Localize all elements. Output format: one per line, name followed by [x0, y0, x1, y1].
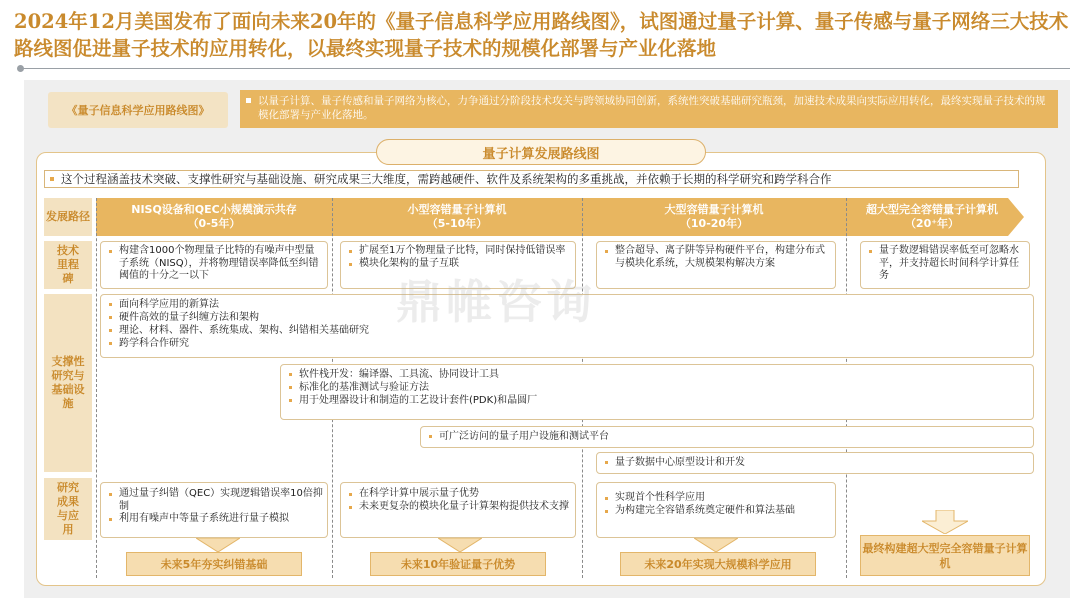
headline-rule	[20, 68, 1070, 69]
milestone-card-4	[860, 241, 1030, 289]
list-item: 整合超导、离子阱等异构硬件平台，构建分布式与模块化系统，大规模架构解决方案	[603, 245, 831, 270]
list-item: 未来更复杂的模块化量子计算架构提供技术支撑	[347, 501, 571, 514]
list-item: 标准化的基准测试与验证方法	[287, 381, 1027, 394]
list-item: 通过量子纠错（QEC）实现逻辑错误率10倍抑制	[107, 488, 323, 513]
list-item: 实现首个性科学应用	[603, 492, 831, 505]
milestone-card-2	[340, 241, 576, 289]
support-row-3	[420, 426, 1034, 448]
list-item: 模块化架构的量子互联	[347, 258, 571, 271]
column-divider	[96, 198, 97, 578]
final-goal: 最终构建超大型完全容错量子计算机	[860, 535, 1030, 576]
stage-2-name: 小型容错量子计算机	[407, 203, 507, 216]
list-item: 在科学计算中展示量子优势	[347, 488, 571, 501]
stage-1	[96, 198, 332, 236]
support-row-2	[280, 364, 1034, 420]
bullet-icon	[50, 177, 54, 181]
list-item: 面向科学应用的新算法	[107, 298, 1027, 311]
support-row-4	[596, 452, 1034, 474]
stage-4	[846, 198, 1018, 236]
summary-stage-1: 未来5年夯实纠错基础	[126, 552, 302, 576]
list-item: 量子数据中心原型设计和开发	[603, 456, 1027, 469]
outcome-card-2	[340, 482, 576, 538]
stage-3-period: （10-20年）	[679, 217, 749, 230]
down-arrow-icon	[196, 538, 240, 552]
list-item: 利用有噪声中等量子系统进行量子模拟	[107, 513, 323, 526]
down-arrow-icon	[438, 538, 482, 552]
list-item: 用于处理器设计和制造的工艺设计套件(PDK)和晶圆厂	[287, 394, 1027, 407]
stage-2-period: （5-10年）	[426, 217, 488, 230]
milestone-card-3	[596, 241, 836, 289]
list-item: 跨学科合作研究	[107, 337, 1027, 350]
stage-3-name: 大型容错量子计算机	[664, 203, 764, 216]
list-item: 软件栈开发：编译器、工具流、协同设计工具	[287, 368, 1027, 381]
outcome-card-3	[596, 482, 836, 538]
page-headline: 2024年12月美国发布了面向未来20年的《量子信息科学应用路线图》，试图通过量子计算、量子传感与量子网络三大技术路线图促进量子技术的应用转化，以最终实现量子技术的规模化部署与产业化落地	[14, 10, 1069, 60]
summary-stage-3: 未来20年实现大规模科学应用	[620, 552, 816, 576]
scope-text: 这个过程涵盖技术突破、支撑性研究与基础设施、研究成果三大维度，需跨越硬件、软件及系统架构的多重挑战，并依赖于长期的科学研究和跨学科合作	[61, 172, 832, 186]
row-label-outcome: 研究成果与应用	[44, 478, 92, 540]
list-item: 硬件高效的量子纠缠方法和架构	[107, 311, 1027, 324]
down-arrow-icon	[922, 510, 968, 534]
summary-stage-2: 未来10年验证量子优势	[370, 552, 546, 576]
list-item: 构建含1000个物理量子比特的有噪声中型量子系统（NISQ），并将物理错误率降低至纠错阈值的十分之一以下	[107, 245, 323, 283]
list-item: 可广泛访问的量子用户设施和测试平台	[427, 430, 1027, 443]
row-label-path: 发展路径	[44, 198, 92, 236]
list-item: 量子数逻辑错误率低至可忽略水平，并支持超长时间科学计算任务	[867, 245, 1025, 283]
down-arrow-icon	[694, 538, 738, 552]
row-label-support: 支撑性研究与基础设施	[44, 294, 92, 472]
intro-text: 以量子计算、量子传感和量子网络为核心，力争通过分阶段技术攻关与跨领域协同创新，系统性突破基础研究瓶颈，加速技术成果向实际应用转化，最终实现量子技术的规模化部署与产业化落地。	[258, 95, 1046, 121]
support-row-1	[100, 294, 1034, 358]
stage-3	[582, 198, 846, 236]
stage-4-period: （20⁺年）	[904, 217, 960, 230]
row-label-milestone: 技术里程碑	[44, 241, 92, 289]
roadmap-tag: 《量子信息科学应用路线图》	[48, 92, 228, 128]
watermark-logo: 鼎帷咨询	[396, 275, 596, 329]
list-item: 为构建完全容错系统奠定硬件和算法基础	[603, 505, 831, 518]
intro-box	[240, 90, 1058, 128]
stage-4-name: 超大型完全容错量子计算机	[866, 203, 998, 216]
milestone-card-1	[100, 241, 328, 289]
stage-band	[96, 198, 1024, 236]
stage-2	[332, 198, 582, 236]
list-item: 理论、材料、器件、系统集成、架构、纠错相关基础研究	[107, 324, 1027, 337]
outcome-card-1	[100, 482, 328, 538]
diagram-title: 量子计算发展路线图	[376, 139, 706, 165]
list-item: 扩展至1万个物理量子比特，同时保持低错误率	[347, 245, 571, 258]
stage-1-name: NISQ设备和QEC小规模演示共存	[131, 203, 297, 216]
scope-box	[44, 170, 1019, 188]
stage-1-period: （0-5年）	[187, 217, 241, 230]
bullet-icon	[246, 98, 251, 103]
